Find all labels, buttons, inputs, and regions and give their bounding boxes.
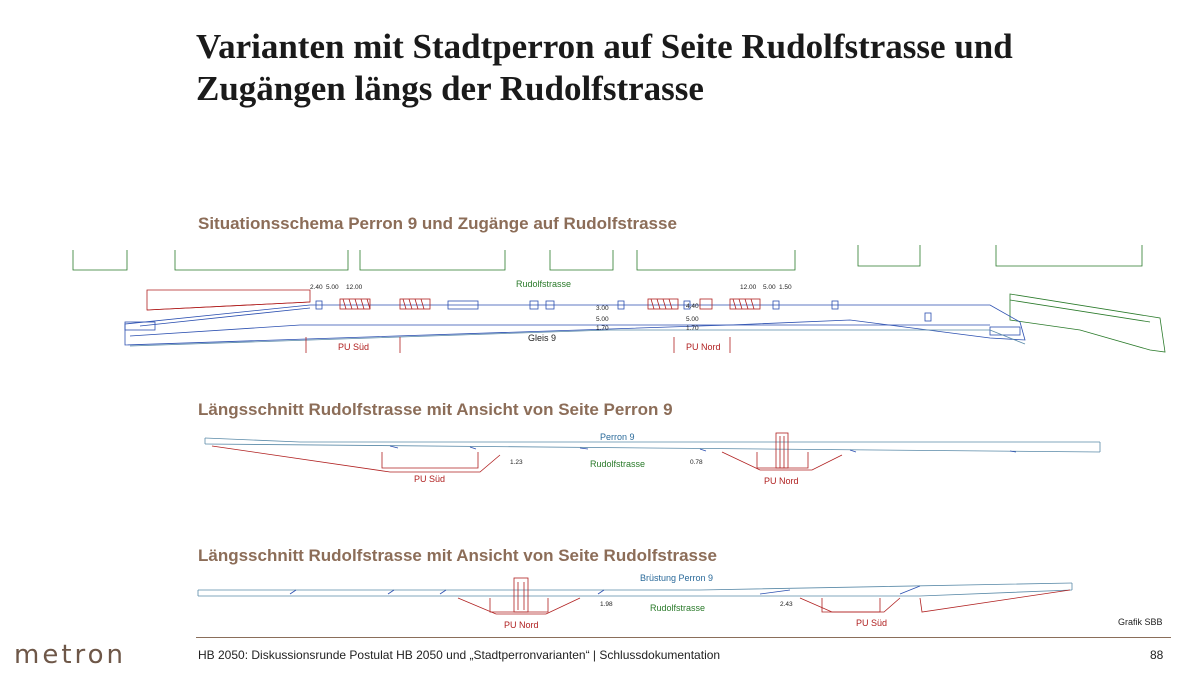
label-street-section-1: Rudolfstrasse (590, 459, 646, 469)
situation-labels (310, 279, 792, 352)
dim-mid-left-1: 3.00 (596, 305, 609, 312)
dim-right-1: 12.00 (740, 284, 757, 291)
footer-rule (196, 637, 1171, 638)
platform-lines (205, 438, 1100, 452)
section-street-view (198, 578, 1072, 614)
graphic-credit: Grafik SBB (1118, 617, 1163, 627)
building-outlines (73, 245, 1165, 352)
parapet-lines (198, 583, 1072, 596)
label-track: Gleis 9 (528, 333, 557, 343)
page-number: 88 (1150, 648, 1164, 662)
label-pu-sued-section-2: PU Süd (856, 618, 888, 628)
blue-ticks (390, 446, 1016, 452)
metron-logo: metron (14, 640, 127, 670)
footer-text: HB 2050: Diskussionsrunde Postulat HB 2050 und „Stadtperronvarianten“ | Schlussdokumentation (198, 648, 721, 662)
label-pu-sued-plan: PU Süd (338, 342, 370, 352)
underpass-profiles (212, 433, 842, 472)
label-bruestung: Brüstung Perron 9 (640, 573, 714, 583)
label-pu-nord-plan: PU Nord (686, 342, 721, 352)
pu-markers (306, 337, 730, 353)
dim-left-1: 2.40 (310, 284, 323, 291)
track-line (130, 330, 1025, 346)
dim-mid-right-2: 5.00 (686, 316, 699, 323)
situation-plan (73, 245, 1165, 353)
dim-mid-right-1: 4.40 (686, 303, 699, 310)
dim-left-3: 12.00 (346, 284, 363, 291)
slide-title: Varianten mit Stadtperron auf Seite Rudolfstrasse und Zugängen längs der Rudolfstrasse (196, 27, 1013, 108)
platform-outline (125, 305, 1025, 345)
section-heading-section-perron: Längsschnitt Rudolfstrasse mit Ansicht von Seite Perron 9 (198, 400, 673, 419)
label-perron-9: Perron 9 (600, 432, 635, 442)
dim-mid-left-2: 5.00 (596, 316, 609, 323)
label-pu-nord-section-2: PU Nord (504, 620, 539, 630)
height-right-section-1: 0.78 (690, 459, 703, 466)
dim-mid-right-3: 1.70 (686, 325, 699, 332)
height-left-section-1: 1.23 (510, 459, 523, 466)
blue-elements (316, 301, 931, 321)
height-left-section-2: 1.98 (600, 601, 613, 608)
section-perron-view (205, 433, 1100, 472)
dim-right-2: 5.00 (763, 284, 776, 291)
section-perron-labels (414, 432, 799, 486)
label-street-section-2: Rudolfstrasse (650, 603, 706, 613)
section-heading-situation: Situationsschema Perron 9 und Zugänge auf Rudolfstrasse (198, 214, 677, 233)
dim-right-3: 1.50 (779, 284, 792, 291)
label-pu-sued-section-1: PU Süd (414, 474, 446, 484)
label-street-plan: Rudolfstrasse (516, 279, 572, 289)
height-right-section-2: 2.43 (780, 601, 793, 608)
access-ramp-left (147, 290, 310, 310)
section-street-labels (504, 573, 887, 630)
dim-left-2: 5.00 (326, 284, 339, 291)
section-heading-section-street: Längsschnitt Rudolfstrasse mit Ansicht von Seite Rudolfstrasse (198, 546, 717, 565)
dim-mid-left-3: 1.70 (596, 325, 609, 332)
label-pu-nord-section-1: PU Nord (764, 476, 799, 486)
